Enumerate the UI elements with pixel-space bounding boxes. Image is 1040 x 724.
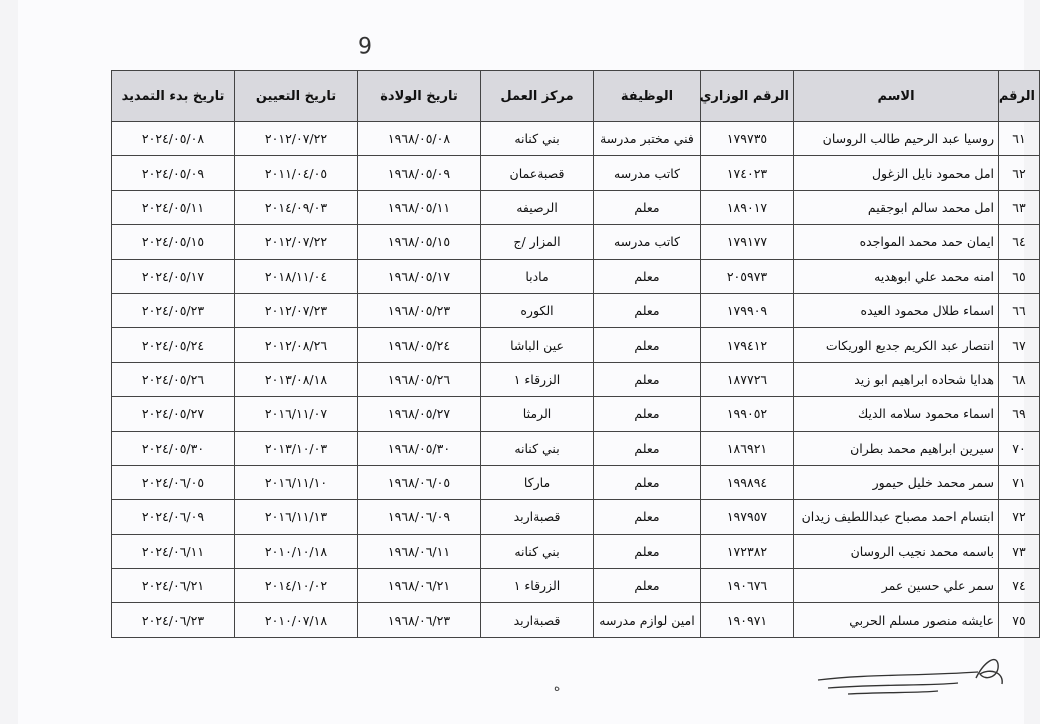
cell-appointment-date: ٢٠١٦/١١/١٣ <box>235 500 358 534</box>
cell-extension-start: ٢٠٢٤/٠٦/٠٩ <box>112 500 235 534</box>
cell-index: ٦٨ <box>999 362 1040 396</box>
cell-index: ٦٣ <box>999 190 1040 224</box>
table-row <box>112 362 1040 396</box>
cell-appointment-date: ٢٠١٢/٠٧/٢٢ <box>235 122 358 156</box>
cell-job: معلم <box>594 431 701 465</box>
cell-birth-date: ١٩٦٨/٠٥/٣٠ <box>358 431 481 465</box>
cell-ministry-number: ١٧٩٧٣٥ <box>701 122 794 156</box>
table-body <box>112 122 1040 638</box>
cell-birth-date: ١٩٦٨/٠٥/٢٤ <box>358 328 481 362</box>
cell-job: معلم <box>594 362 701 396</box>
cell-name: روسيا عبد الرحيم طالب الروسان <box>794 122 999 156</box>
cell-name: ابتسام احمد مصباح عبداللطيف زيدان <box>794 500 999 534</box>
cell-ministry-number: ١٧٢٣٨٢ <box>701 534 794 568</box>
cell-job: كاتب مدرسه <box>594 156 701 190</box>
cell-birth-date: ١٩٦٨/٠٦/٢٣ <box>358 603 481 637</box>
employee-extension-table <box>111 70 1040 638</box>
header-job: الوظيفة <box>594 71 701 122</box>
header-appointment-date: تاريخ التعيين <box>235 71 358 122</box>
cell-job: معلم <box>594 397 701 431</box>
cell-index: ٦٥ <box>999 259 1040 293</box>
cell-birth-date: ١٩٦٨/٠٦/١١ <box>358 534 481 568</box>
cell-index: ٧٥ <box>999 603 1040 637</box>
cell-job: معلم <box>594 465 701 499</box>
cell-index: ٧٠ <box>999 431 1040 465</box>
table-row <box>112 293 1040 327</box>
cell-ministry-number: ١٧٤٠٢٣ <box>701 156 794 190</box>
cell-appointment-date: ٢٠١٢/٠٨/٢٦ <box>235 328 358 362</box>
cell-job: كاتب مدرسه <box>594 225 701 259</box>
cell-extension-start: ٢٠٢٤/٠٥/٢٤ <box>112 328 235 362</box>
cell-extension-start: ٢٠٢٤/٠٥/٢٣ <box>112 293 235 327</box>
cell-extension-start: ٢٠٢٤/٠٦/١١ <box>112 534 235 568</box>
cell-work-center: الرصيفه <box>481 190 594 224</box>
cell-ministry-number: ١٧٩١٧٧ <box>701 225 794 259</box>
cell-job: معلم <box>594 328 701 362</box>
cell-extension-start: ٢٠٢٤/٠٥/٠٩ <box>112 156 235 190</box>
cell-work-center: المزار /ج <box>481 225 594 259</box>
cell-birth-date: ١٩٦٨/٠٦/٠٥ <box>358 465 481 499</box>
cell-ministry-number: ١٧٩٩٠٩ <box>701 293 794 327</box>
cell-appointment-date: ٢٠١٢/٠٧/٢٣ <box>235 293 358 327</box>
cell-extension-start: ٢٠٢٤/٠٥/٢٦ <box>112 362 235 396</box>
cell-work-center: الكوره <box>481 293 594 327</box>
cell-index: ٧١ <box>999 465 1040 499</box>
cell-job: امين لوازم مدرسه <box>594 603 701 637</box>
cell-work-center: قصبةاربد <box>481 500 594 534</box>
table-header-row <box>112 71 1040 122</box>
cell-ministry-number: ١٩٩٠٥٢ <box>701 397 794 431</box>
cell-appointment-date: ٢٠١٢/٠٧/٢٢ <box>235 225 358 259</box>
cell-appointment-date: ٢٠١٠/١٠/١٨ <box>235 534 358 568</box>
table-row <box>112 122 1040 156</box>
cell-ministry-number: ١٩٧٩٥٧ <box>701 500 794 534</box>
cell-index: ٦٧ <box>999 328 1040 362</box>
cell-index: ٦٢ <box>999 156 1040 190</box>
cell-work-center: الرمثا <box>481 397 594 431</box>
cell-extension-start: ٢٠٢٤/٠٦/٠٥ <box>112 465 235 499</box>
cell-name: هدايا شحاده ابراهيم ابو زيد <box>794 362 999 396</box>
cell-name: امل محمد سالم ابوجقيم <box>794 190 999 224</box>
table-row <box>112 190 1040 224</box>
table-row <box>112 603 1040 637</box>
cell-work-center: الزرقاء ١ <box>481 362 594 396</box>
cell-extension-start: ٢٠٢٤/٠٦/٢١ <box>112 569 235 603</box>
cell-work-center: بني كنانه <box>481 534 594 568</box>
cell-extension-start: ٢٠٢٤/٠٥/١١ <box>112 190 235 224</box>
cell-job: معلم <box>594 534 701 568</box>
cell-extension-start: ٢٠٢٤/٠٥/٣٠ <box>112 431 235 465</box>
cell-work-center: ماركا <box>481 465 594 499</box>
cell-birth-date: ١٩٦٨/٠٥/١١ <box>358 190 481 224</box>
cell-appointment-date: ٢٠١٦/١١/١٠ <box>235 465 358 499</box>
cell-name: سمر علي حسين عمر <box>794 569 999 603</box>
cell-extension-start: ٢٠٢٤/٠٥/١٧ <box>112 259 235 293</box>
cell-name: عايشه منصور مسلم الحربي <box>794 603 999 637</box>
cell-birth-date: ١٩٦٨/٠٥/٠٩ <box>358 156 481 190</box>
cell-ministry-number: ١٩٠٦٧٦ <box>701 569 794 603</box>
cell-job: معلم <box>594 500 701 534</box>
cell-birth-date: ١٩٦٨/٠٥/٢٣ <box>358 293 481 327</box>
table-row <box>112 225 1040 259</box>
cell-birth-date: ١٩٦٨/٠٥/٢٦ <box>358 362 481 396</box>
header-index: الرقم <box>999 71 1040 122</box>
cell-name: امنه محمد علي ابوهديه <box>794 259 999 293</box>
cell-job: معلم <box>594 569 701 603</box>
cell-birth-date: ١٩٦٨/٠٥/٢٧ <box>358 397 481 431</box>
header-name: الاسم <box>794 71 999 122</box>
cell-appointment-date: ٢٠١٣/٠٨/١٨ <box>235 362 358 396</box>
cell-name: اسماء طلال محمود العيده <box>794 293 999 327</box>
cell-ministry-number: ١٨٧٧٢٦ <box>701 362 794 396</box>
cell-name: ايمان حمد محمد المواجده <box>794 225 999 259</box>
cell-ministry-number: ١٩٠٩٧١ <box>701 603 794 637</box>
cell-ministry-number: ١٧٩٤١٢ <box>701 328 794 362</box>
cell-work-center: مادبا <box>481 259 594 293</box>
cell-name: باسمه محمد نجيب الروسان <box>794 534 999 568</box>
cell-index: ٦٤ <box>999 225 1040 259</box>
table-row <box>112 431 1040 465</box>
table-row <box>112 465 1040 499</box>
cell-ministry-number: ١٨٦٩٢١ <box>701 431 794 465</box>
table-row <box>112 569 1040 603</box>
cell-birth-date: ١٩٦٨/٠٥/١٥ <box>358 225 481 259</box>
cell-birth-date: ١٩٦٨/٠٦/٠٩ <box>358 500 481 534</box>
cell-index: ٧٤ <box>999 569 1040 603</box>
cell-job: فني مختبر مدرسة <box>594 122 701 156</box>
cell-appointment-date: ٢٠١٦/١١/٠٧ <box>235 397 358 431</box>
cell-extension-start: ٢٠٢٤/٠٦/٢٣ <box>112 603 235 637</box>
header-extension-start: تاريخ بدء التمديد <box>112 71 235 122</box>
cell-birth-date: ١٩٦٨/٠٥/٠٨ <box>358 122 481 156</box>
header-work-center: مركز العمل <box>481 71 594 122</box>
table-row <box>112 156 1040 190</box>
cell-birth-date: ١٩٦٨/٠٦/٢١ <box>358 569 481 603</box>
table-row <box>112 500 1040 534</box>
cell-appointment-date: ٢٠١٤/١٠/٠٢ <box>235 569 358 603</box>
cell-appointment-date: ٢٠١٣/١٠/٠٣ <box>235 431 358 465</box>
cell-job: معلم <box>594 259 701 293</box>
cell-name: سيرين ابراهيم محمد بطران <box>794 431 999 465</box>
table-row <box>112 397 1040 431</box>
cell-job: معلم <box>594 293 701 327</box>
cell-extension-start: ٢٠٢٤/٠٥/٠٨ <box>112 122 235 156</box>
cell-name: انتصار عبد الكريم جديع الوريكات <box>794 328 999 362</box>
cell-index: ٧٣ <box>999 534 1040 568</box>
cell-index: ٦١ <box>999 122 1040 156</box>
cell-ministry-number: ٢٠٥٩٧٣ <box>701 259 794 293</box>
cell-ministry-number: ١٨٩٠١٧ <box>701 190 794 224</box>
table-row <box>112 328 1040 362</box>
handwritten-signature <box>808 648 1008 708</box>
cell-appointment-date: ٢٠١٨/١١/٠٤ <box>235 259 358 293</box>
header-birth-date: تاريخ الولادة <box>358 71 481 122</box>
footer-mark: ه <box>554 680 561 694</box>
table-row <box>112 259 1040 293</box>
cell-work-center: عين الباشا <box>481 328 594 362</box>
cell-ministry-number: ١٩٩٨٩٤ <box>701 465 794 499</box>
document-page <box>18 0 1035 724</box>
cell-index: ٦٩ <box>999 397 1040 431</box>
cell-appointment-date: ٢٠١٠/٠٧/١٨ <box>235 603 358 637</box>
cell-name: اسماء محمود سلامه الديك <box>794 397 999 431</box>
cell-job: معلم <box>594 190 701 224</box>
cell-birth-date: ١٩٦٨/٠٥/١٧ <box>358 259 481 293</box>
cell-work-center: الزرقاء ١ <box>481 569 594 603</box>
cell-index: ٧٢ <box>999 500 1040 534</box>
cell-work-center: قصبةاربد <box>481 603 594 637</box>
header-ministry-number: الرقم الوزاري <box>701 71 794 122</box>
cell-work-center: قصبةعمان <box>481 156 594 190</box>
cell-appointment-date: ٢٠١٤/٠٩/٠٣ <box>235 190 358 224</box>
cell-extension-start: ٢٠٢٤/٠٥/١٥ <box>112 225 235 259</box>
cell-name: سمر محمد خليل حيمور <box>794 465 999 499</box>
page-number: 6 <box>358 31 372 56</box>
cell-index: ٦٦ <box>999 293 1040 327</box>
cell-work-center: بني كنانه <box>481 431 594 465</box>
cell-work-center: بني كنانه <box>481 122 594 156</box>
cell-extension-start: ٢٠٢٤/٠٥/٢٧ <box>112 397 235 431</box>
cell-appointment-date: ٢٠١١/٠٤/٠٥ <box>235 156 358 190</box>
cell-name: امل محمود نايل الزغول <box>794 156 999 190</box>
table-row <box>112 534 1040 568</box>
